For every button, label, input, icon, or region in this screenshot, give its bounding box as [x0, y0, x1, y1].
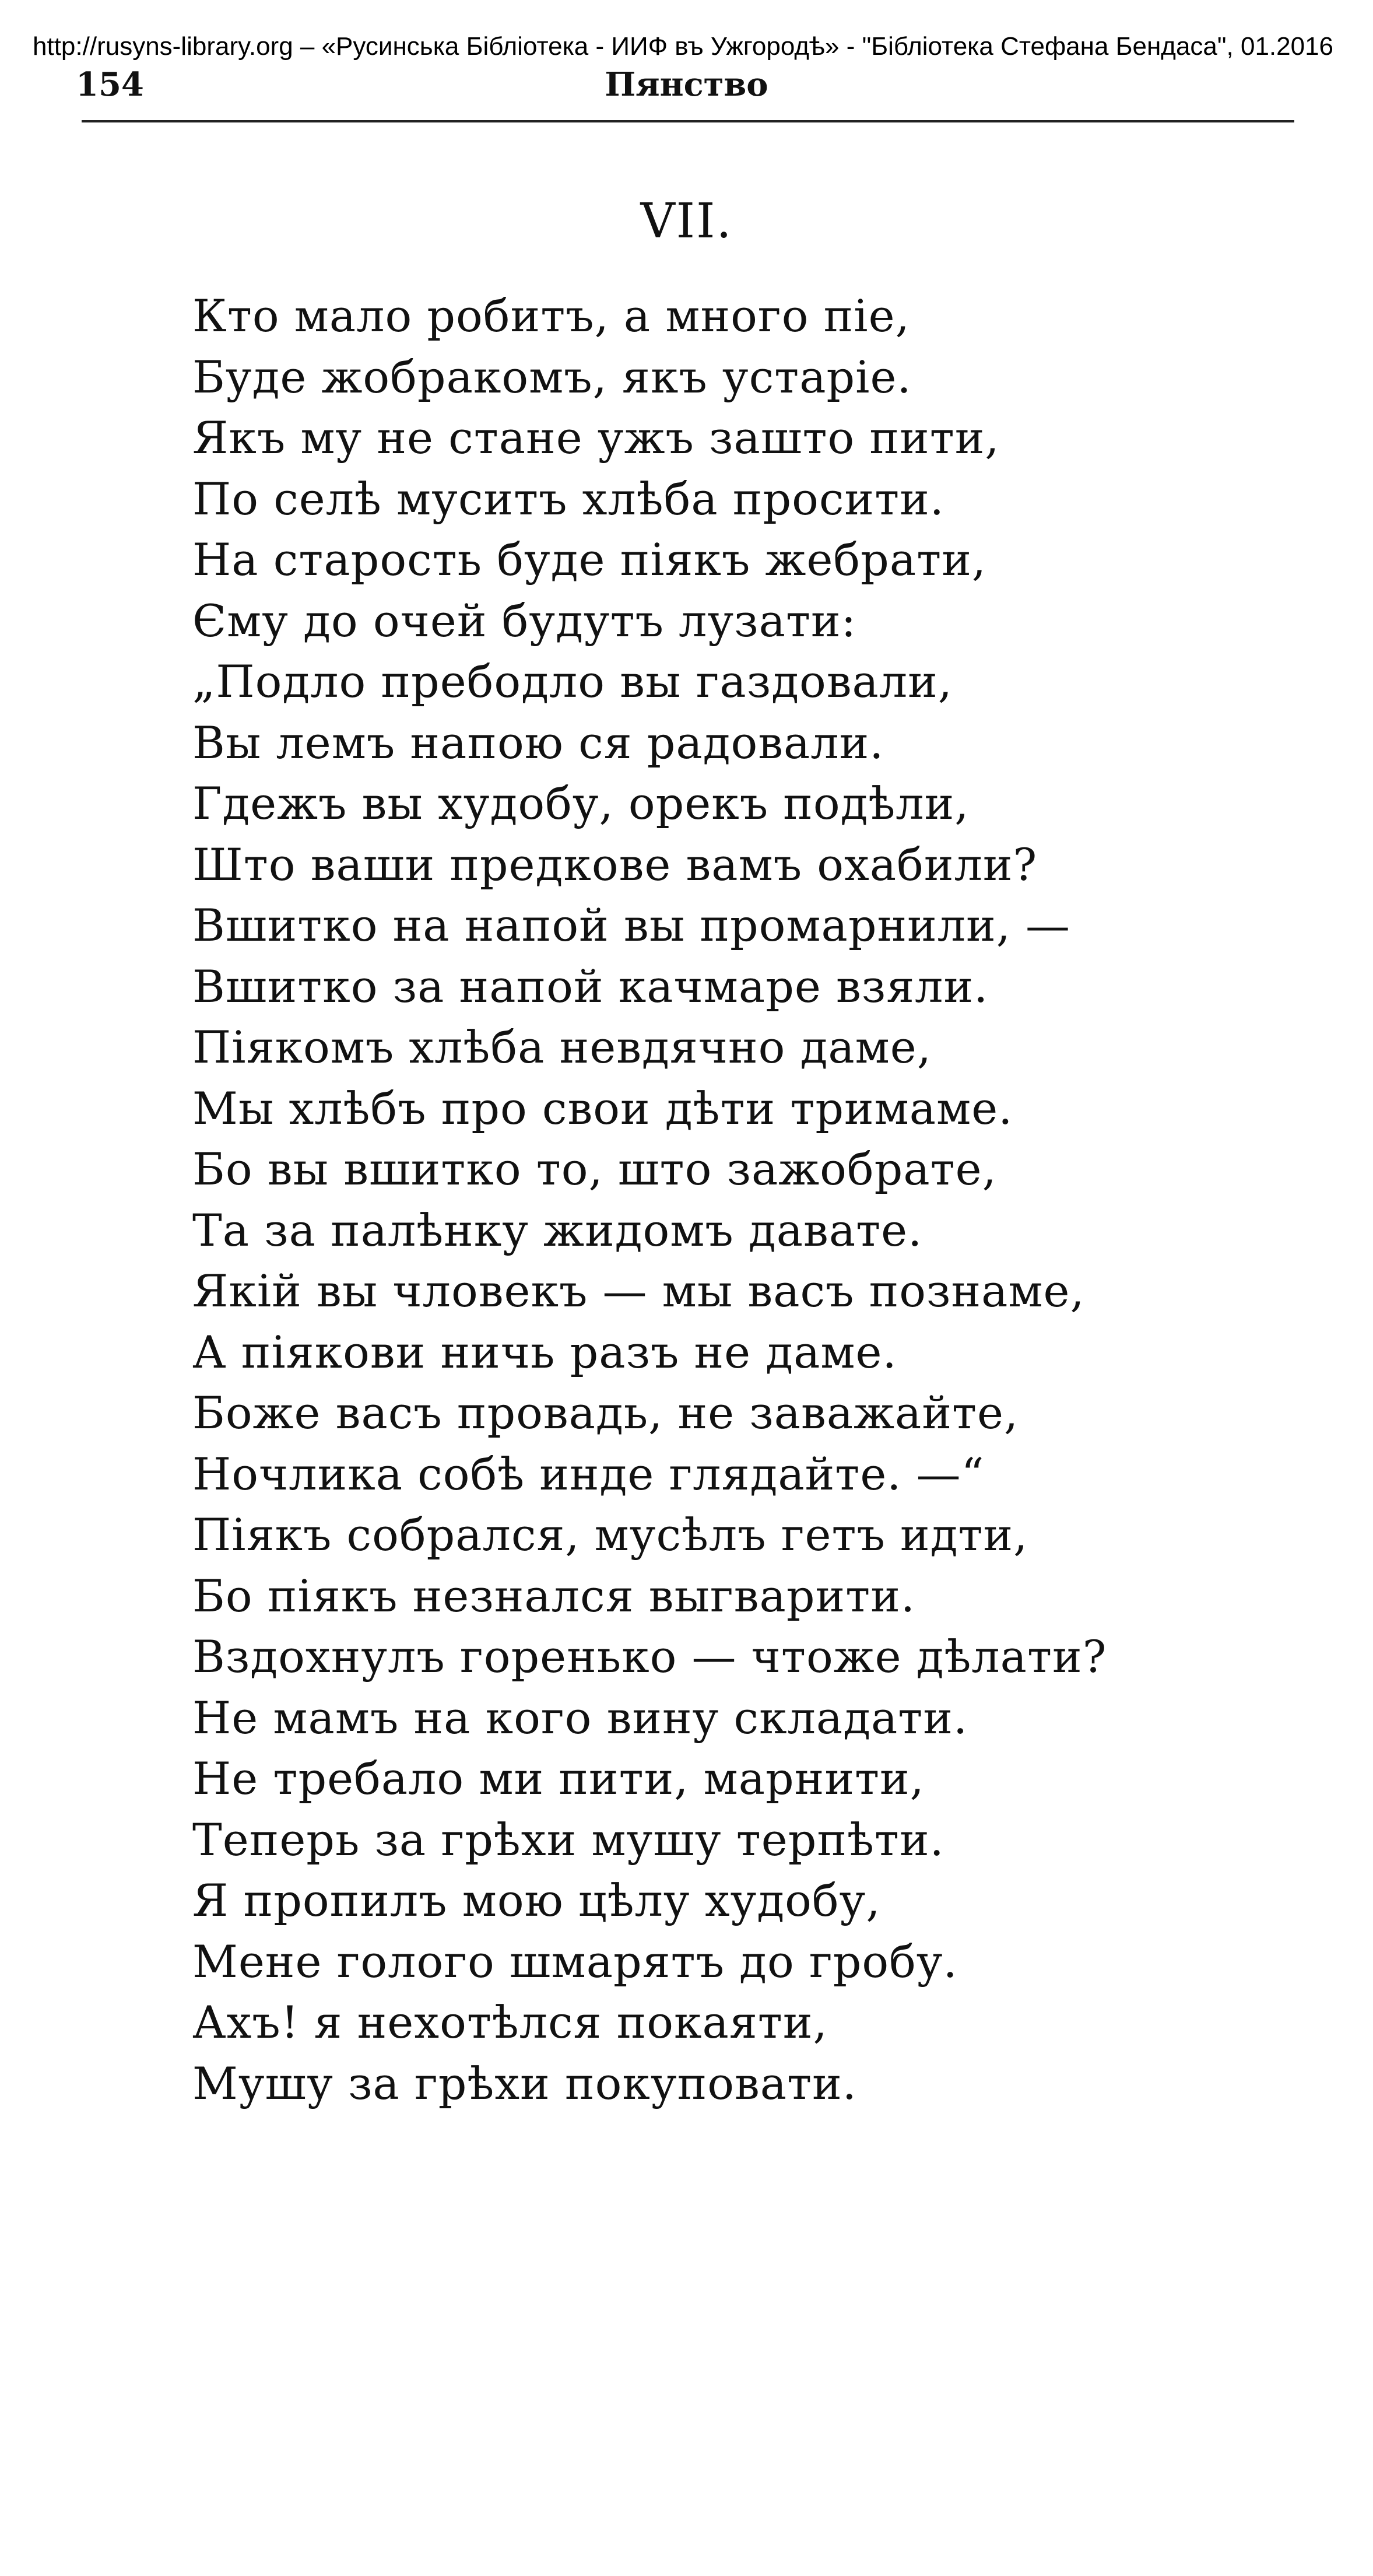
- poem-line: Я пропилъ мою цѣлу худобу,: [192, 1874, 881, 1926]
- poem-line: Ахъ! я нехотѣлся покаяти,: [192, 1996, 828, 2048]
- poem-line: Кто мало робитъ, а много піе,: [192, 290, 910, 342]
- poem-line: Теперь за грѣхи мушу терпѣти.: [192, 1813, 944, 1866]
- section-heading: VII.: [640, 194, 733, 249]
- poem-line: Ночлика собѣ инде глядайте. —“: [192, 1448, 985, 1500]
- poem-line: Вшитко на напой вы промарнили, —: [192, 899, 1071, 951]
- poem-line: Гдежъ вы худобу, орекъ подѣли,: [192, 777, 970, 829]
- header-divider: [82, 120, 1294, 122]
- poem-line: „Подло пребодло вы газдовали,: [192, 656, 953, 707]
- poem-line: Бо вы вшитко то, што зажобрате,: [192, 1143, 997, 1195]
- poem-line: Вы лемъ напою ся радовали.: [192, 716, 884, 769]
- poem-line: Вшитко за напой качмаре взяли.: [192, 960, 989, 1012]
- poem-line: Не мамъ на кого вину складати.: [192, 1691, 968, 1744]
- poem-line: Піякомъ хлѣба невдячно даме,: [192, 1021, 932, 1073]
- poem-line: Боже васъ провадь, не заважайте,: [192, 1387, 1019, 1439]
- poem-line: Што ваши предкове вамъ охабили?: [192, 838, 1038, 891]
- poem-line: Мушу за грѣхи покуповати.: [192, 2057, 857, 2109]
- poem-line: Буде жобракомъ, якъ устаріе.: [192, 351, 912, 403]
- poem-line: Вздохнулъ горенько — чтоже дѣлати?: [192, 1631, 1107, 1683]
- source-url-line: http://rusyns-library.org – «Русинська Бібліотека - ИИФ въ Ужгородѣ» - "Бібліотека Стефана Бендаса", 01.2016: [33, 32, 1334, 61]
- poem-line: А піякови ничь разъ не даме.: [192, 1326, 897, 1378]
- poem-line: По селѣ муситъ хлѣба просити.: [192, 472, 944, 525]
- poem-line: Не требало ми пити, марнити,: [192, 1753, 925, 1804]
- poem-line: Якъ му не стане ужъ заштo пити,: [192, 412, 1000, 464]
- poem-body: [192, 286, 1107, 2114]
- page-number: 154: [76, 65, 144, 104]
- poem-line: Мене голого шмарятъ до гробу.: [192, 1935, 958, 1988]
- poem-line: Мы хлѣбъ про свои дѣти тримаме.: [192, 1082, 1013, 1134]
- poem-line: Та за палѣнку жидомъ давате.: [192, 1204, 923, 1256]
- poem-line: На старость буде піякъ жебрати,: [192, 534, 987, 586]
- poem-line: Бо піякъ незнался выгварити.: [192, 1569, 916, 1622]
- running-title: Пянство: [605, 65, 768, 104]
- poem-line: Якій вы чловекъ — мы васъ познаме,: [192, 1265, 1085, 1317]
- poem-line: Єму до очей будутъ лузати:: [192, 594, 857, 647]
- poem-line: Піякъ собрался, мусѣлъ гетъ идти,: [192, 1509, 1028, 1561]
